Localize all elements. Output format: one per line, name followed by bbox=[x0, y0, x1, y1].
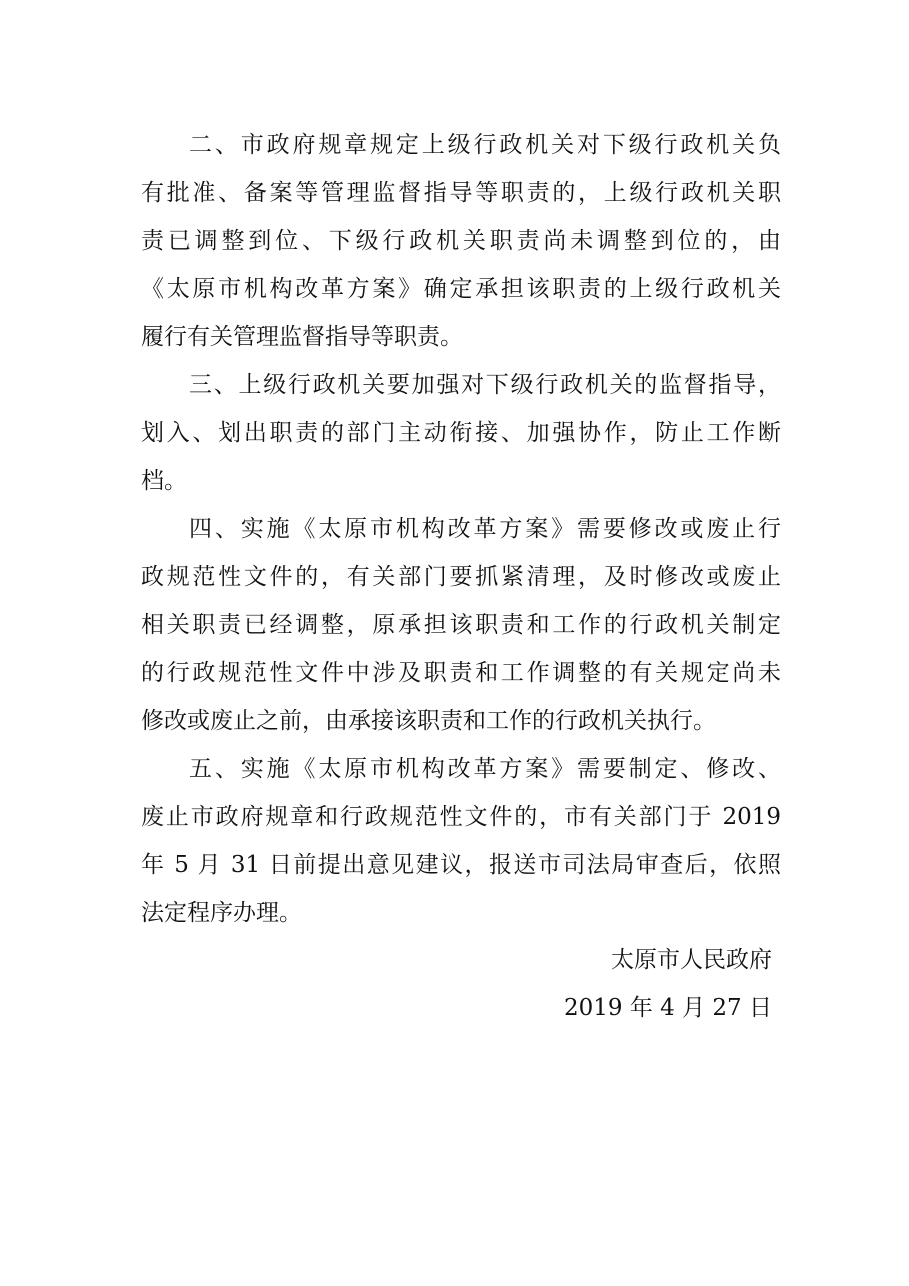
paragraph-5-line-1: 五、实施《太原市机构改革方案》需要制定、修改、 bbox=[189, 756, 781, 782]
paragraph-5-line-3: 年 5 月 31 日前提出意见建议，报送市司法局审查后，依照 bbox=[141, 852, 781, 878]
paragraph-3-line-3: 档。 bbox=[141, 468, 187, 494]
paragraph-4-line-4: 的行政规范性文件中涉及职责和工作调整的有关规定尚未 bbox=[141, 660, 781, 686]
paragraph-2-line-2: 有批准、备案等管理监督指导等职责的，上级行政机关职 bbox=[141, 180, 781, 206]
paragraph-4-line-3: 相关职责已经调整，原承担该职责和工作的行政机关制定 bbox=[141, 612, 781, 638]
paragraph-3-line-2: 划入、划出职责的部门主动衔接、加强协作，防止工作断 bbox=[141, 420, 781, 446]
paragraph-3-line-1: 三、上级行政机关要加强对下级行政机关的监督指导， bbox=[189, 372, 781, 398]
issue-date: 2019 年 4 月 27 日 bbox=[564, 995, 772, 1021]
paragraph-2-line-5: 履行有关管理监督指导等职责。 bbox=[141, 324, 463, 350]
paragraph-4-line-2: 政规范性文件的，有关部门要抓紧清理，及时修改或废止 bbox=[141, 564, 781, 590]
paragraph-2-line-3: 责已调整到位、下级行政机关职责尚未调整到位的，由 bbox=[141, 228, 781, 254]
paragraph-2-line-4: 《太原市机构改革方案》确定承担该职责的上级行政机关 bbox=[141, 276, 781, 302]
paragraph-5-line-4: 法定程序办理。 bbox=[141, 900, 302, 926]
issuer-name: 太原市人民政府 bbox=[611, 947, 772, 973]
paragraph-2-line-1: 二、市政府规章规定上级行政机关对下级行政机关负 bbox=[189, 132, 781, 158]
paragraph-4-line-5: 修改或废止之前，由承接该职责和工作的行政机关执行。 bbox=[141, 708, 716, 734]
paragraph-5-line-2: 废止市政府规章和行政规范性文件的，市有关部门于 2019 bbox=[141, 804, 781, 830]
paragraph-4-line-1: 四、实施《太原市机构改革方案》需要修改或废止行 bbox=[189, 516, 781, 542]
